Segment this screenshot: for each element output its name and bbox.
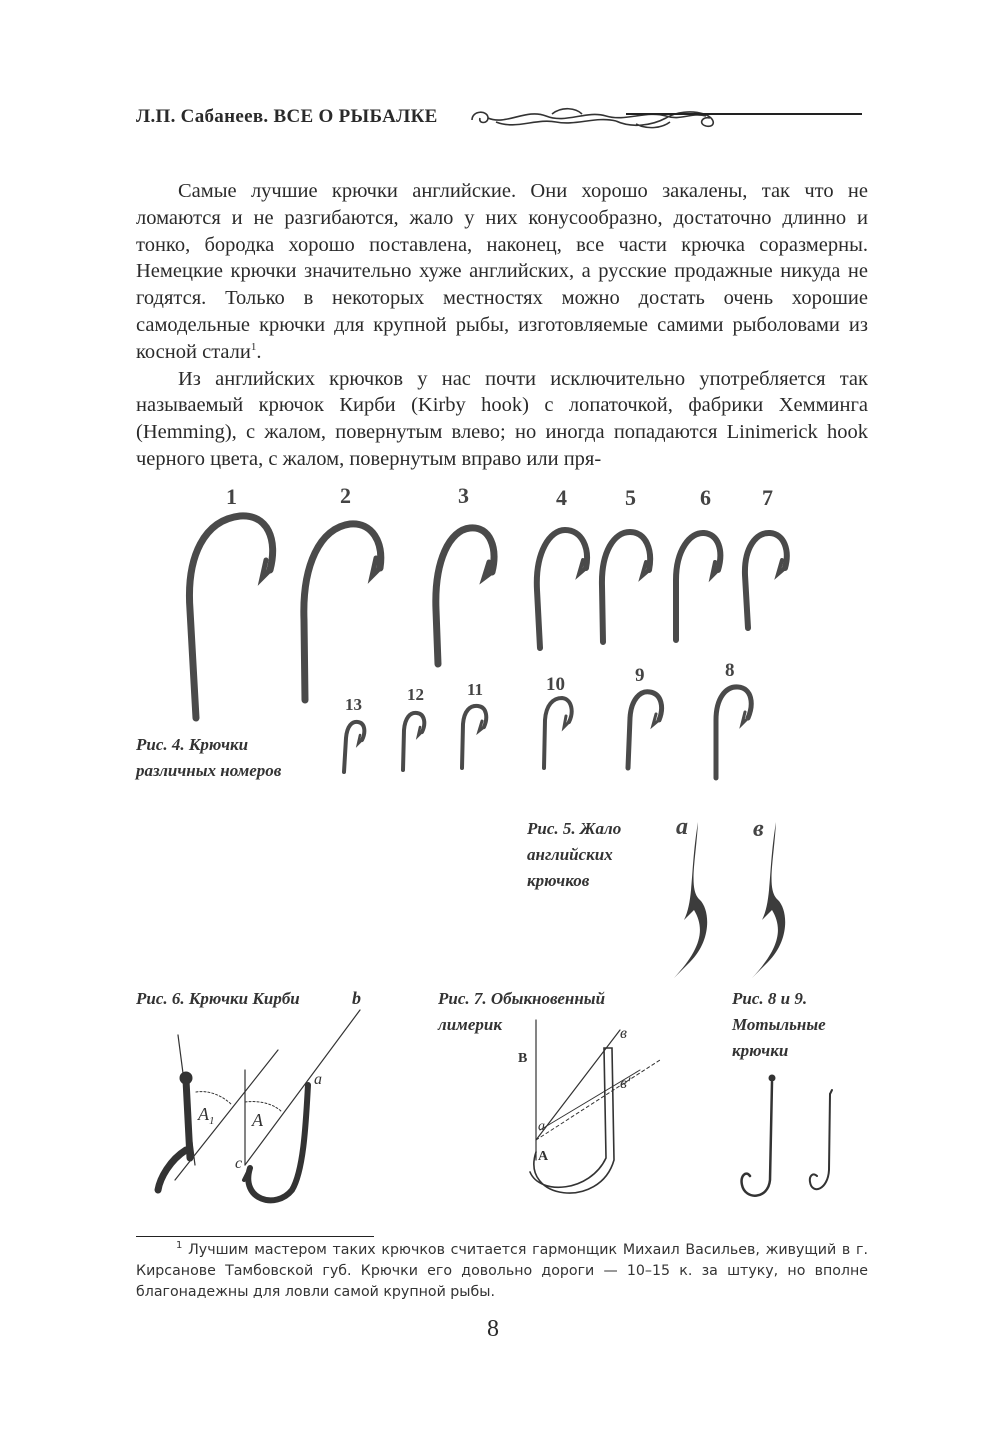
fig89-caption: Рис. 8 и 9. Мотыльные крючки (732, 989, 826, 1060)
footnote-number: 1 (176, 1240, 183, 1252)
page-number: 8 (487, 1316, 499, 1342)
footnote-text: Лучшим мастером таких крючков считается гармонщик Михаил Васильев, живущий в г. Кирсанове Тамбовской губ. Крючки его довольно дороги — 10–15 к. за штуку, но вполне благонадежны для ловли самой крупной рыбы. (136, 1242, 869, 1300)
fig4-number: 1 (226, 484, 237, 509)
fig6-label-c: c (235, 1155, 243, 1172)
fig4-number: 8 (725, 660, 735, 681)
header-title: Л.П. Сабанеев. ВСЕ О РЫБАЛКЕ (136, 106, 438, 127)
fig4-number: 3 (458, 483, 469, 508)
fig4-number: 11 (467, 680, 484, 699)
fig4-caption: Рис. 4. Крючки различных номеров (136, 735, 282, 780)
paragraph: Самые лучшие крючки английские. Они хорошо закалены, так что не ломаются и не разгибаются, жало у них конусообразно, достаточно длинно и тонко, бородка хорошо поставлена, наконец, все части крючка соразмерны. Немецкие крючки значительно хуже английских, а русские продажные никуда не годятся. Только в некоторых местностях можно достать очень хорошие самодельные крючки для крупной рыбы, изготовляемые самими рыболовами из косной стали$^1$. (136, 180, 868, 363)
fig4-number: 5 (625, 485, 636, 510)
fig5-label-b: в (753, 816, 764, 842)
fig4-number: 9 (635, 665, 645, 686)
fig5-caption: Рис. 5. Жало английских крючков (527, 819, 622, 890)
footnote-reference[interactable]: 1 (250, 340, 257, 353)
fig6-label-b: b (352, 988, 361, 1008)
fig5-barbs (674, 822, 785, 978)
fig7-label-B: B (518, 1051, 528, 1066)
fig6-kirby-hooks (158, 1010, 360, 1200)
fig4-number: 6 (700, 485, 711, 510)
fig4-small-hooks (344, 687, 751, 778)
fig4-number: 10 (546, 674, 565, 695)
footnote-rule (136, 1236, 374, 1237)
fig89-midge-hooks (742, 1075, 832, 1196)
fig4-number: 2 (340, 483, 351, 508)
fig4-number: 13 (345, 695, 362, 714)
fig7-label-a: a (538, 1119, 545, 1134)
fig5-label-a: а (676, 814, 688, 840)
fig7-label-b2: в' (620, 1075, 631, 1092)
fig4-number: 12 (407, 685, 424, 704)
fig7-limerick-hook (530, 1020, 660, 1193)
fig7-label-b: в (620, 1025, 627, 1042)
fig4-number: 4 (556, 485, 567, 510)
fig6-label-A: A (252, 1110, 263, 1130)
fig6-label-A1: $A_1$ (198, 1104, 215, 1127)
footnote (136, 1240, 868, 1303)
fig6-caption: Рис. 6. Крючки Кирби (136, 989, 300, 1008)
fig7-caption: Рис. 7. Обыкновенный лимерик (438, 989, 606, 1034)
paragraph: Из английских крючков у нас почти исключительно употребляется так называемый крючок Кирби (Kirby hook) с лопаточкой, фабрики Хемминга (Hemming), с жалом, повернутым влево; но иногда попадаются Linimerick hook черного цвета, с жалом, повернутым вправо или пря- (136, 367, 868, 470)
fig7-label-A: A (538, 1149, 549, 1164)
fig6-label-a: a (314, 1071, 322, 1088)
fig4-number: 7 (762, 485, 773, 510)
fig4-hooks (189, 516, 786, 718)
